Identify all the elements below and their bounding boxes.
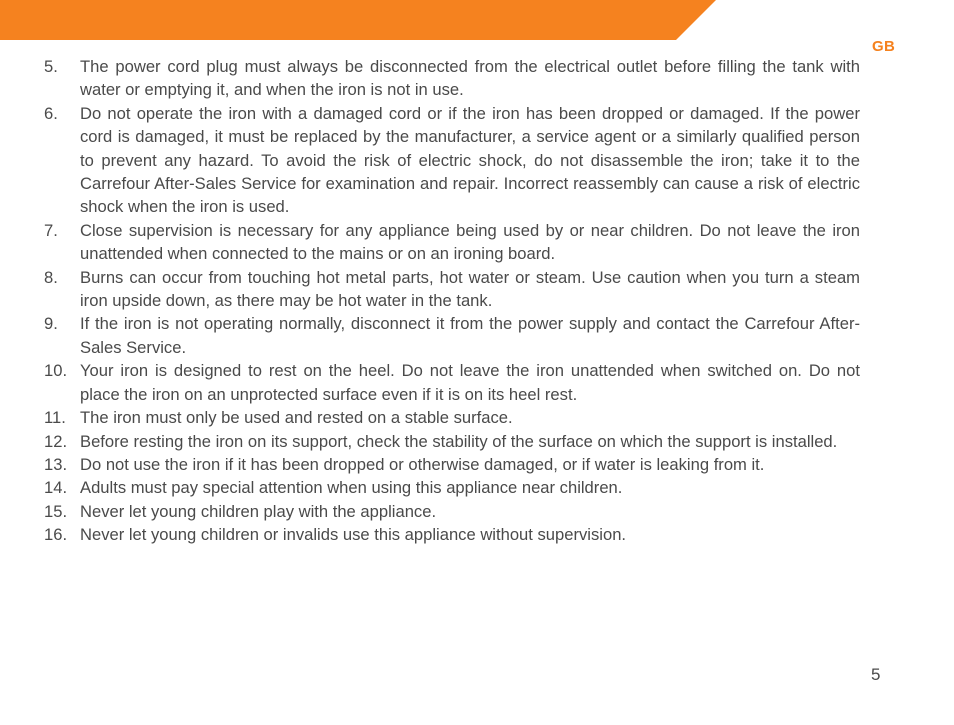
item-number: 7.	[44, 220, 58, 240]
item-text: Close supervision is necessary for any appliance being used by or near children. Do not leave the iron unattended when connected to the mains or on an ironing board.	[80, 220, 860, 264]
language-tag: GB	[872, 38, 896, 55]
header-orange-shape	[0, 0, 716, 40]
item-text: Do not use the iron if it has been dropped or otherwise damaged, or if water is leaking from it.	[80, 454, 765, 474]
list-item	[44, 523, 860, 546]
item-text: Adults must pay special attention when using this appliance near children.	[80, 478, 623, 498]
item-text: Do not operate the iron with a damaged cord or if the iron has been dropped or damaged. If the power cord is damaged, it must be replaced by the manufacturer, a service agent or a similarly qualified person to prevent any hazard. To avoid the risk of electric shock, do not disassemble the iron; take it to the Carrefour After-Sales Service for examination and repair. Incorrect reassembly can cause a risk of electric shock when the iron is used.	[80, 103, 860, 217]
list-item	[44, 500, 860, 523]
list-item	[44, 102, 860, 219]
item-number: 16.	[44, 525, 68, 545]
item-text: If the iron is not operating normally, disconnect it from the power supply and contact the Carrefour After-Sales Service.	[80, 314, 860, 357]
item-text: Your iron is designed to rest on the heel. Do not leave the iron unattended when switched on. Do not place the iron on an unprotected surface even if it is on its heel rest.	[80, 361, 860, 404]
item-number: 10.	[44, 361, 68, 381]
header-orange-band	[0, 0, 716, 40]
item-number: 5.	[44, 57, 58, 76]
item-number: 15.	[44, 501, 68, 521]
item-number: 12.	[44, 431, 68, 451]
item-number: 9.	[44, 314, 58, 334]
page-number: 5	[871, 665, 881, 684]
list-item	[44, 476, 860, 499]
list-item	[44, 430, 860, 453]
item-number: 11.	[44, 408, 66, 428]
item-text: The power cord plug must always be disconnected from the electrical outlet before filling the tank with water or emptying it, and when the iron is not in use.	[80, 57, 860, 100]
item-text: Never let young children or invalids use this appliance without supervision.	[80, 525, 627, 545]
item-number: 6.	[44, 103, 58, 123]
item-number: 8.	[44, 267, 58, 287]
list-item	[44, 406, 860, 429]
item-text: Burns can occur from touching hot metal parts, hot water or steam. Use caution when you turn a steam iron upside down, as there may be hot water in the tank.	[80, 267, 860, 311]
list-item	[44, 55, 860, 102]
safety-instruction-list	[44, 55, 860, 547]
list-item	[44, 359, 860, 406]
item-text: Never let young children play with the appliance.	[80, 501, 437, 521]
list-item	[44, 453, 860, 476]
list-item	[44, 312, 860, 359]
item-text: Before resting the iron on its support, check the stability of the surface on which the support is installed.	[80, 431, 838, 451]
list-item	[44, 266, 860, 313]
list-item	[44, 219, 860, 266]
item-text: The iron must only be used and rested on a stable surface.	[80, 408, 513, 428]
item-number: 13.	[44, 454, 68, 474]
item-number: 14.	[44, 478, 68, 498]
